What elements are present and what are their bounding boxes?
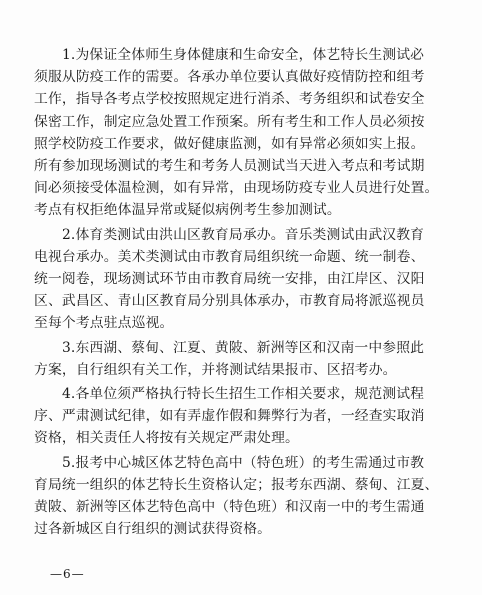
paragraph-1 xyxy=(34,44,448,222)
text-line: 序、严肃测试纪律，如有弄虚作假和舞弊行为者，一经查实取消 xyxy=(34,408,425,425)
text-line: 间必须接受体温检测，如有异常，由现场防疫专业人员进行处置。 xyxy=(34,180,439,197)
text-line: 过各新城区自行组织的测试获得资格。 xyxy=(34,521,272,538)
text-line: 保密工作，制定应急处置工作预案。所有考生和工作人员必须按 xyxy=(34,113,425,130)
page-number: —6— xyxy=(50,567,85,581)
text-line: 照学校防疫工作要求，做好健康监测，如有异常必须如实上报。 xyxy=(34,135,425,152)
paragraph-5 xyxy=(34,452,448,541)
text-line: 区、武昌区、青山区教育局分别具体承办，市教育局将派巡视员 xyxy=(34,293,425,310)
text-line: 2.体育类测试由洪山区教育局承办。音乐类测试由武汉教育 xyxy=(62,226,425,243)
paragraph-4 xyxy=(34,383,448,450)
text-line: 工作，指导各考点学校按照规定进行消杀、考务组织和试卷安全 xyxy=(34,91,425,108)
text-line: 统一阅卷，现场测试环节由市教育局统一安排，由江岸区、汉阳 xyxy=(34,271,425,288)
paragraph-2 xyxy=(34,224,448,335)
text-line: 须服从防疫工作的需要。各承办单位要认真做好疫情防控和组考 xyxy=(34,69,425,86)
text-line: 黄陂、新洲等区体艺特色高中（特色班）和汉南一中的考生需通 xyxy=(34,499,425,516)
text-line: 5.报考中心城区体艺特色高中（特色班）的考生需通过市教 xyxy=(62,454,425,471)
text-line: 电视台承办。美术类测试由市教育局组织统一命题、统一制卷、 xyxy=(34,248,425,265)
document-body xyxy=(34,44,448,542)
text-line: 方案，自行组织有关工作，并将测试结果报市、区招考办。 xyxy=(34,361,397,378)
text-line: 3.东西湖、蔡甸、江夏、黄陂、新洲等区和汉南一中参照此 xyxy=(62,339,425,356)
text-line: 4.各单位须严格执行特长生招生工作相关要求，规范测试程 xyxy=(62,386,425,403)
text-line: 所有参加现场测试的考生和考务人员测试当天进入考点和考试期 xyxy=(34,158,425,175)
text-line: 资格，相关责任人将按有关规定严肃处理。 xyxy=(34,430,299,447)
text-line: 至每个考点驻点巡视。 xyxy=(34,315,174,332)
text-line: 考点有权拒绝体温异常或疑似病例考生参加测试。 xyxy=(34,202,341,219)
paragraph-3 xyxy=(34,337,448,381)
text-line: 1.为保证全体师生身体健康和生命安全，体艺特长生测试必 xyxy=(62,47,425,63)
text-line: 育局统一组织的体艺特长生资格认定；报考东西湖、蔡甸、江夏、 xyxy=(34,476,439,493)
